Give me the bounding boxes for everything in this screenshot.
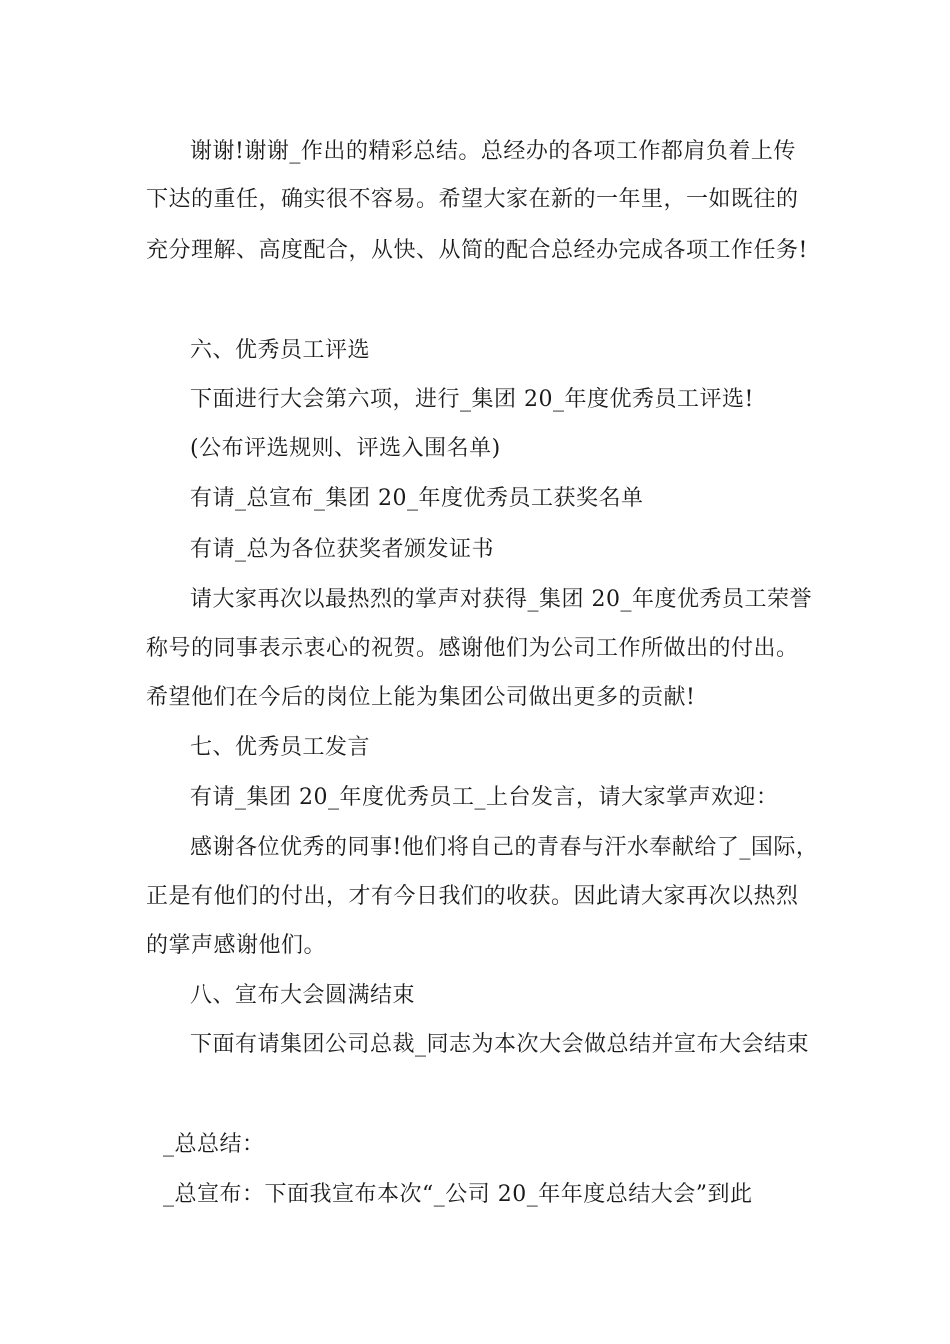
section-heading: 七、优秀员工发言 xyxy=(190,735,371,760)
paragraph-line: 有请_总宣布_集团 20_年度优秀员工获奖名单 xyxy=(190,486,644,511)
paragraph-line: 正是有他们的付出，才有今日我们的收获。因此请大家再次以热烈 xyxy=(146,884,799,909)
section-heading: 八、宣布大会圆满结束 xyxy=(190,983,416,1008)
paragraph-line: 下达的重任，确实很不容易。希望大家在新的一年里，一如既往的 xyxy=(146,187,799,212)
paragraph-line: 称号的同事表示衷心的祝贺。感谢他们为公司工作所做出的付出。 xyxy=(146,636,799,661)
paragraph-line: 有请_集团 20_年度优秀员工_上台发言，请大家掌声欢迎： xyxy=(190,785,779,810)
section-heading: 六、优秀员工评选 xyxy=(190,338,371,363)
paragraph-line: 下面进行大会第六项，进行_集团 20_年度优秀员工评选! xyxy=(190,387,754,412)
paragraph-line: 谢谢!谢谢_作出的精彩总结。总经办的各项工作都肩负着上传 xyxy=(190,139,796,164)
paragraph-line: 感谢各位优秀的同事!他们将自己的青春与汗水奉献给了_国际， xyxy=(190,835,819,860)
paragraph-line: _总总结： xyxy=(163,1132,265,1157)
paragraph-line: _总宣布：下面我宣布本次“_公司 20_年年度总结大会”到此 xyxy=(163,1182,753,1207)
paragraph-line: 充分理解、高度配合，从快、从简的配合总经办完成各项工作任务! xyxy=(146,238,808,263)
paragraph-line: 请大家再次以最热烈的掌声对获得_集团 20_年度优秀员工荣誉 xyxy=(190,587,812,612)
paragraph-line: 希望他们在今后的岗位上能为集团公司做出更多的贡献! xyxy=(146,685,696,710)
paragraph-line: (公布评选规则、评选入围名单) xyxy=(190,436,501,461)
paragraph-line: 的掌声感谢他们。 xyxy=(146,933,327,958)
paragraph-line: 下面有请集团公司总裁_同志为本次大会做总结并宣布大会结束 xyxy=(190,1032,810,1057)
paragraph-line: 有请_总为各位获奖者颁发证书 xyxy=(190,537,495,562)
